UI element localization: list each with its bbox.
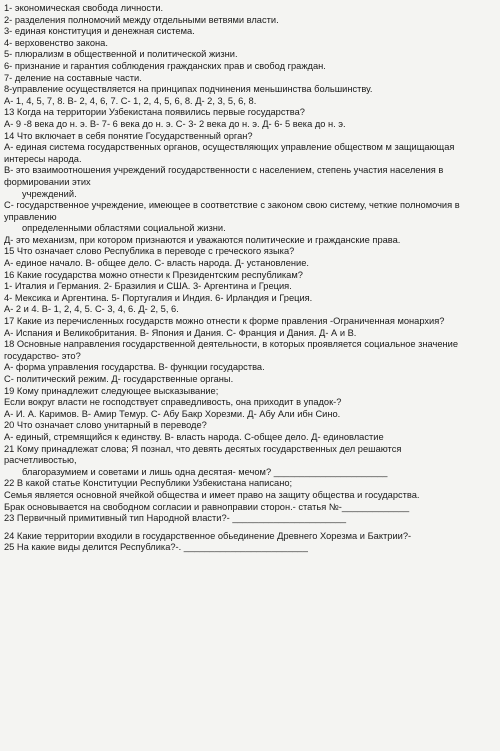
text-line: 2- разделения полномочий между отдельными ветвями власти. xyxy=(4,14,279,25)
text-line: 6- признание и гарантия соблюдения гражданских прав и свобод граждан. xyxy=(4,60,326,71)
text-line: управлению xyxy=(4,211,57,222)
text-line: А- Испания и Великобритания. В- Япония и Дания. С- Франция и Дания. Д- А и В. xyxy=(4,327,357,338)
text-line: 19 Кому принадлежит следующее высказывание; xyxy=(4,385,219,396)
text-line: 21 Кому принадлежат слова; Я познал, что девять десятых государственных дел решаются xyxy=(4,443,402,454)
text-line: 15 Что означает слово Республика в переводе с греческого языка? xyxy=(4,246,295,257)
text-line: 20 Что означает слово унитарный в переводе? xyxy=(4,420,207,431)
text-line: А- форма управления государства. В- функции государства. xyxy=(4,362,265,373)
text-line: А- 2 и 4. В- 1, 2, 4, 5. С- 3, 4, 6. Д- 2, 5, 6. xyxy=(4,304,179,315)
text-line: Если вокруг власти не господствует справедливость, она приходит в упадок-? xyxy=(4,397,342,408)
text-line: С- государственное учреждение, имеющее в соответствие с законом свою систему, четкие полномочия в xyxy=(4,200,460,211)
text-line: 8-управление осуществляется на принципах подчинения меньшинства большинству. xyxy=(4,84,373,95)
text-line: 14 Что включает в себя понятие Государственный орган? xyxy=(4,130,253,141)
text-line: 1- экономическая свобода личности. xyxy=(4,3,164,13)
text-line: Д- это механизм, при котором признаются и уважаются политические и гражданские права. xyxy=(4,234,401,245)
text-line: 4- Мексика и Аргентина. 5- Португалия и Индия. 6- Ирландия и Греция. xyxy=(4,292,313,303)
text-line: 4- верховенство закона. xyxy=(4,37,108,48)
text-line: определенными областями социальной жизни. xyxy=(22,223,226,234)
text-line: государство- это? xyxy=(4,350,81,361)
text-line: 3- единая конституция и денежная система. xyxy=(4,26,195,37)
text-line: 24 Какие территории входили в государственное обьединение Древнего Хорезма и Бактрии?- xyxy=(4,530,412,541)
text-line: формировании этих xyxy=(4,176,91,187)
text-line: В- это взаимоотношения учреждений государственности с населением, степень участия населения в xyxy=(4,165,444,176)
text-line: 22 В какой статье Конституции Республики Узбекистана написано; xyxy=(4,478,293,489)
text-line: А- единая система государственных органов, осуществляющих управление обществом м защищающая xyxy=(4,142,455,153)
text-line: А- единое начало. В- общее дело. С- власть народа. Д- установление. xyxy=(4,258,309,269)
text-line: А- единый, стремящийся к единству. В- власть народа. С-общее дело. Д- единовластие xyxy=(4,431,384,442)
text-line: 25 На какие виды делится Республика?-. ________________________ xyxy=(4,542,308,553)
text-line: расчетливостью, xyxy=(4,455,77,466)
text-line: интересы народа. xyxy=(4,153,82,164)
text-line: 5- плюрализм в общественной и политической жизни. xyxy=(4,49,238,60)
text-line: А- 9 -8 века до н. э. В- 7- 6 века до н. э. С- 3- 2 века до н. э. Д- 6- 5 века до н. э. xyxy=(4,118,346,129)
text-line: учреждений. xyxy=(22,188,77,199)
text-line: 1- Италия и Германия. 2- Бразилия и США. 3- Аргентина и Греция. xyxy=(4,281,292,292)
text-line: Семья является основной ячейкой общества и имеет право на защиту общества и государства. xyxy=(4,489,420,500)
text-line: А- 1, 4, 5, 7, 8. В- 2, 4, 6, 7. С- 1, 2, 4, 5, 6, 8. Д- 2, 3, 5, 6, 8. xyxy=(4,95,257,106)
text-line: 18 Основные направления государственной деятельности, в которых проявляется социальное значение xyxy=(4,339,459,350)
text-line: 23 Первичный примитивный тип Народной власти?- ______________________ xyxy=(4,513,347,524)
text-line: А- И. А. Каримов. В- Амир Темур. С- Абу Бакр Хорезми. Д- Абу Али ибн Сино. xyxy=(4,408,341,419)
text-line: 16 Какие государства можно отнести к Президентским республикам? xyxy=(4,269,303,280)
text-line: 17 Какие из перечисленных государств можно отнести к форме правления -Ограниченная монархия? xyxy=(4,316,445,327)
text-line: благоразумием и советами и лишь одна десятая- мечом? ______________________ xyxy=(22,466,388,477)
text-line: Брак основывается на свободном согласии и равноправии сторон.- статья №-_____________ xyxy=(4,501,410,512)
text-line: 7- деление на составные части. xyxy=(4,72,142,83)
text-line: 13 Когда на территории Узбекистана появились первые государства? xyxy=(4,107,305,118)
text-line: С- политический режим. Д- государственные органы. xyxy=(4,374,234,384)
